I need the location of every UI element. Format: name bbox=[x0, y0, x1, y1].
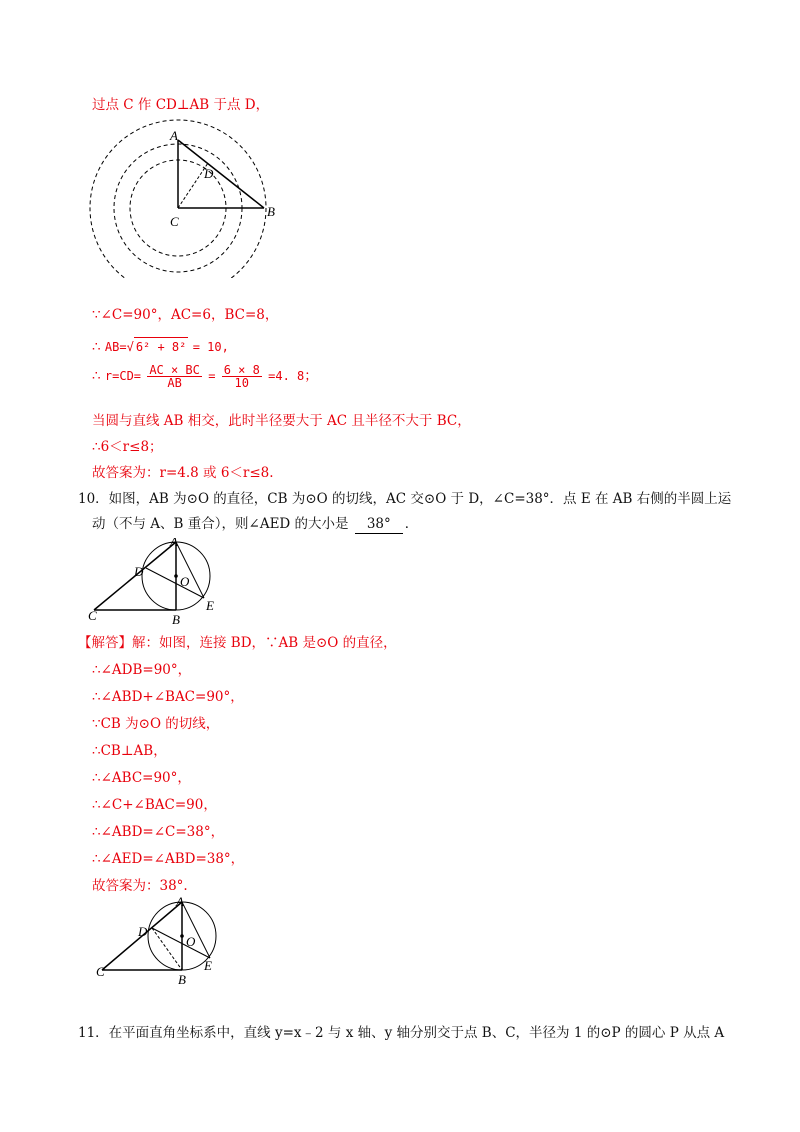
r-formula-left: r=CD= bbox=[104, 369, 142, 383]
sol10-line2: ∴∠ADB=90°， bbox=[92, 662, 192, 678]
sol9-line6: ∴6＜r≤8； bbox=[92, 439, 163, 455]
center-o bbox=[174, 574, 178, 578]
q10-line2 bbox=[92, 515, 418, 534]
equals-sign: = bbox=[208, 369, 216, 383]
fraction-2 bbox=[222, 364, 262, 389]
fraction-2-numerator: 6 × 8 bbox=[223, 363, 260, 377]
segment-ae bbox=[176, 542, 204, 598]
segment-ab bbox=[178, 140, 264, 208]
label-o: O bbox=[180, 574, 190, 589]
label-c: C bbox=[88, 608, 97, 623]
sol9-line5: 当圆与直线 AB 相交，此时半径要大于 AC 且半径不大于 BC， bbox=[92, 413, 471, 429]
therefore-symbol: ∴ bbox=[92, 368, 101, 384]
therefore-symbol: ∴ bbox=[92, 339, 101, 355]
sol9-line3 bbox=[92, 337, 229, 356]
answer-blank: 38° bbox=[355, 515, 403, 534]
sol10-line7: ∴∠C+∠BAC=90， bbox=[92, 797, 217, 813]
fraction-2-denominator: 10 bbox=[234, 376, 249, 390]
ab-result: = 10, bbox=[192, 340, 229, 354]
ab-radicand: 6² + 8² bbox=[134, 337, 189, 356]
sol9-line4 bbox=[92, 364, 318, 394]
figure-concentric-circles bbox=[88, 118, 288, 278]
label-a: A bbox=[176, 894, 184, 909]
label-a: A bbox=[170, 128, 178, 143]
label-c: C bbox=[96, 964, 105, 979]
q11-line1: 11．在平面直角坐标系中，直线 y=x﹣2 与 x 轴、y 轴分别交于点 B、C，半径为 1 的⊙P 的圆心 P 从点 A bbox=[78, 1025, 725, 1041]
q10-line2-text: 动（不与 A、B 重合），则∠AED 的大小是 bbox=[92, 516, 349, 532]
sol10-line8: ∴∠ABD=∠C=38°， bbox=[92, 824, 225, 840]
label-b: B bbox=[267, 204, 275, 219]
segment-bd-dashed bbox=[152, 928, 182, 970]
label-a: A bbox=[170, 538, 178, 549]
sol9-line1: 过点 C 作 CD⊥AB 于点 D， bbox=[92, 97, 270, 113]
segment-ae bbox=[182, 902, 210, 958]
label-b: B bbox=[178, 972, 186, 986]
label-d: D bbox=[138, 924, 148, 939]
label-e: E bbox=[206, 598, 214, 613]
sol10-line4: ∵CB 为⊙O 的切线， bbox=[92, 716, 220, 732]
segment-de bbox=[152, 928, 210, 958]
r-result: =4. 8 bbox=[268, 369, 305, 383]
sol9-line2: ∵∠C=90°，AC=6，BC=8， bbox=[92, 307, 279, 323]
label-o: O bbox=[186, 934, 196, 949]
sol9-line7: 故答案为：r=4.8 或 6＜r≤8. bbox=[92, 465, 274, 481]
fraction-1-denominator: AB bbox=[167, 376, 182, 390]
segment-de bbox=[146, 568, 204, 598]
sol10-line9: ∴∠AED=∠ABD=38°， bbox=[92, 851, 245, 867]
sqrt-symbol: √ bbox=[126, 340, 134, 354]
label-b: B bbox=[172, 612, 180, 627]
label-c: C bbox=[170, 214, 179, 229]
figure-circle-solution bbox=[94, 894, 234, 986]
sol10-line3: ∴∠ABD+∠BAC=90°， bbox=[92, 689, 244, 705]
sol10-line10: 故答案为：38°. bbox=[92, 878, 188, 894]
sol10-line6: ∴∠ABC=90°， bbox=[92, 770, 191, 786]
fraction-1 bbox=[147, 364, 202, 389]
sol10-line5: ∴CB⊥AB， bbox=[92, 743, 167, 759]
semicolon: ； bbox=[304, 368, 318, 384]
sol10-line1: 【解答】解：如图，连接 BD，∵AB 是⊙O 的直径， bbox=[78, 635, 397, 651]
q10-line1: 10．如图，AB 为⊙O 的直径，CB 为⊙O 的切线，AC 交⊙O 于 D，∠C=38°．点 E 在 AB 右侧的半圆上运 bbox=[78, 491, 732, 507]
label-d: D bbox=[204, 166, 214, 181]
label-e: E bbox=[204, 958, 212, 973]
center-o bbox=[180, 934, 184, 938]
label-d: D bbox=[134, 564, 144, 579]
fraction-1-numerator: AC × BC bbox=[149, 363, 200, 377]
q10-line2-end: ． bbox=[404, 516, 419, 532]
figure-circle-tangent bbox=[86, 538, 226, 628]
ab-formula-left: AB= bbox=[104, 340, 127, 354]
